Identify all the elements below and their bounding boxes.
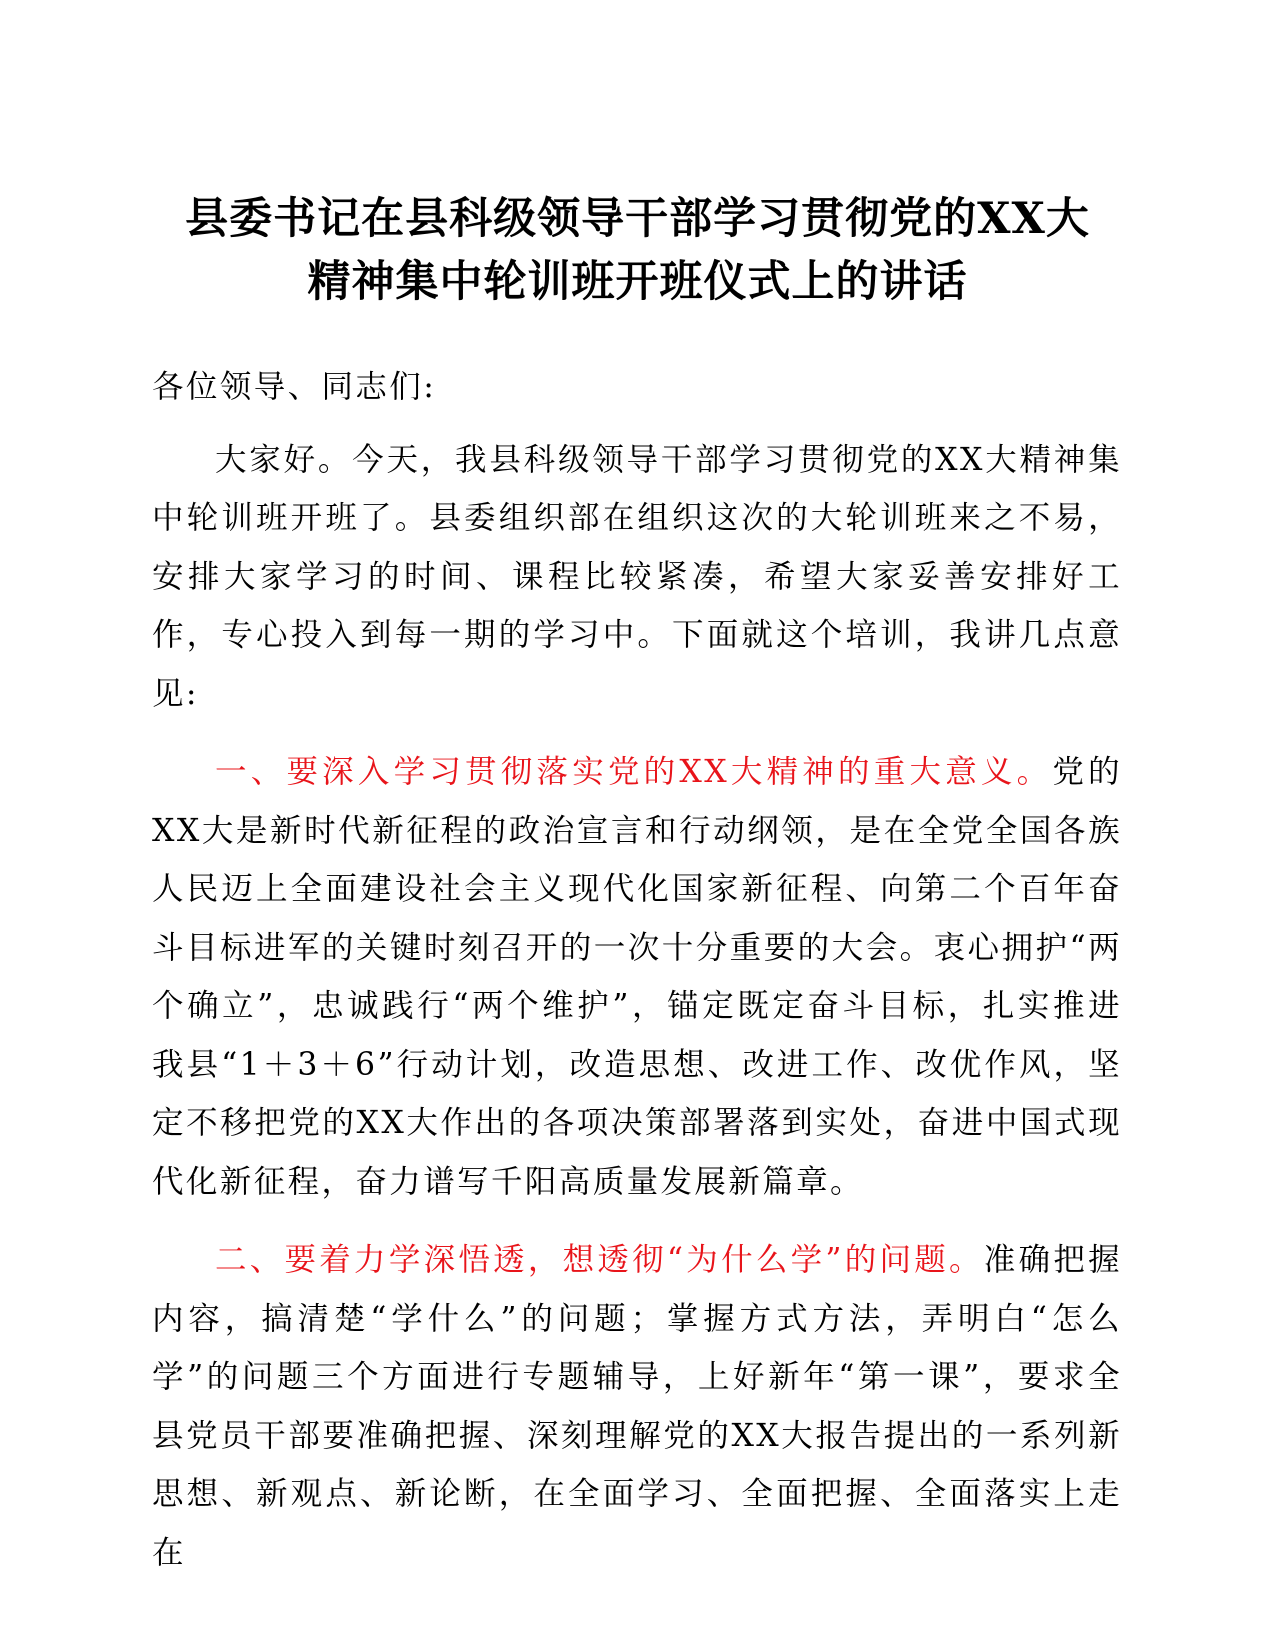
document-body [152,358,1122,1582]
section-2-paragraph [152,1231,1122,1582]
salutation: 各位领导、同志们: [152,369,437,405]
title-line-2: 精神集中轮训班开班仪式上的讲话 [307,257,968,307]
intro-paragraph: 大家好。今天，我县科级领导干部学习贯彻党的XX大精神集中轮训班开班了。县委组织部在组织这次的大轮训班来之不易，安排大家学习的时间、课程比较紧凑，希望大家妥善安排好工作，专心投入到每一期的学习中。下面就这个培训，我讲几点意见: [152,441,1122,712]
section-2-text: 准确把握内容，搞清楚“学什么”的问题；掌握方式方法，弄明白“怎么学”的问题三个方面进行专题辅导，上好新年“第一课”，要求全县党员干部要准确把握、深刻理解党的XX大报告提出的一系列新思想、新观点、新论断，在全面学习、全面把握、全面落实上走在 [152,1242,1122,1571]
document-title [120,188,1155,314]
section-1-text: 党的XX大是新时代新征程的政治宣言和行动纲领，是在全党全国各族人民迈上全面建设社会主义现代化国家新征程、向第二个百年奋斗目标进军的关键时刻召开的一次十分重要的大会。衷心拥护“两个确立”，忠诚践行“两个维护”，锚定既定奋斗目标，扎实推进我县“1＋3＋6”行动计划，改造思想、改进工作、改优作风，坚定不移把党的XX大作出的各项决策部署落到实处，奋进中国式现代化新征程，奋力谱写千阳高质量发展新篇章。 [152,754,1122,1200]
section-1-paragraph [152,743,1122,1211]
title-line-1: 县委书记在县科级领导干部学习贯彻党的XX大 [185,194,1090,244]
section-1-heading: 一、要深入学习贯彻落实党的XX大精神的重大意义。 [215,754,1053,790]
section-2-heading: 二、要着力学深悟透，想透彻“为什么学”的问题。 [215,1242,984,1278]
